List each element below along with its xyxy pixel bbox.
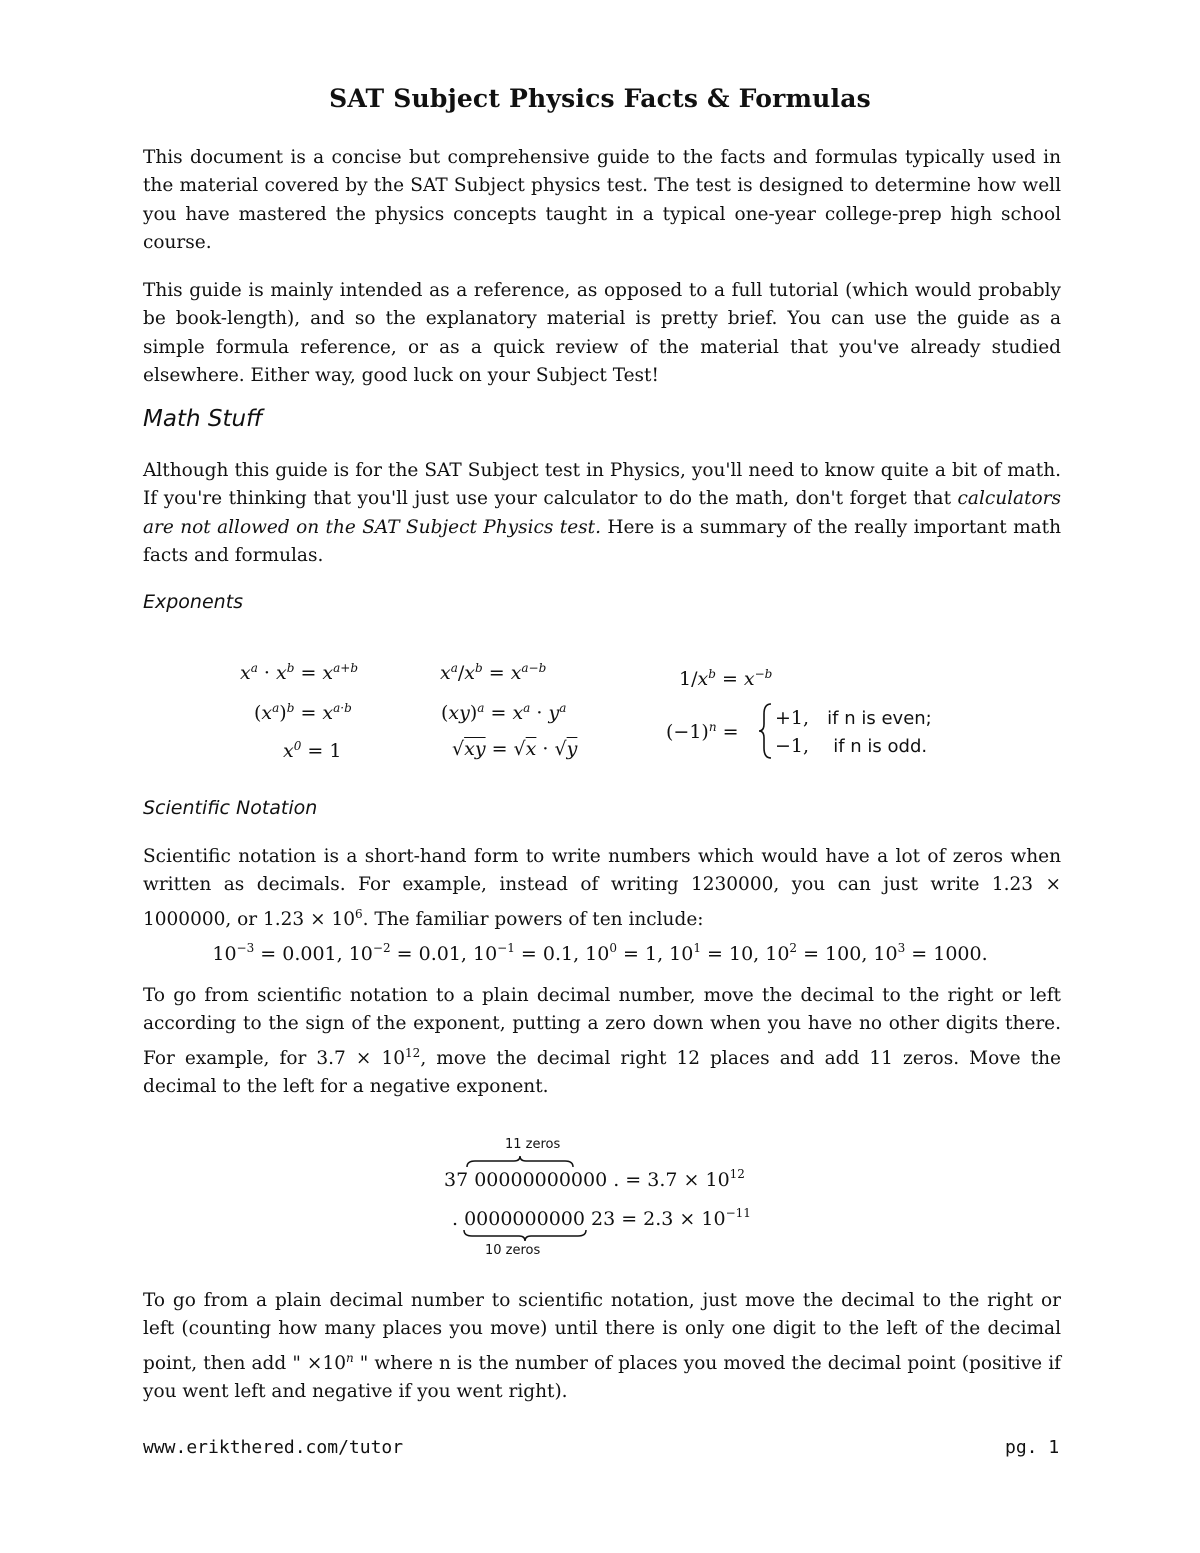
math-section-heading: Math Stuff [143,406,263,432]
scientific-notation-heading: Scientific Notation [143,797,318,819]
sci-para1-text-b: . The familiar powers of ten include: [362,908,704,930]
sci-para2-text-a: To go from scientific notation to a plain decimal number, move the decimal to the right or left according to the sign of the exponent, putting a zero down when you have no other digits there. For example, for 3.7 × 10 [143,985,1061,1069]
sci-para3-exponent: n [345,1350,354,1365]
intro-paragraph-1: This document is a concise but comprehensive guide to the facts and formulas typically used in the material covered by the SAT Subject physics test. The test is designed to determine how well you have mastered the physics concepts taught in a typical one-year college-prep high school course. [143,147,1061,253]
scientific-notation-paragraph-3 [143,1287,1061,1406]
exponent-product-rule: $x^a \cdot x^b = x^{a+b}$ [240,661,359,684]
math-intro-text-b: Here is a summary of the really important math facts and formulas. [143,516,1061,566]
case-even-text: if n is even; [827,708,932,729]
powers-of-ten: $10^{-3} = 0.001$, $10^{-2} = 0.01$, $10^{-1} = 0.1$, $10^0 = 1$, $10^1 = 10$, $10^2 = 100$, $10^3 = 1000$. [212,941,988,965]
sci-para2-exponent: 12 [405,1045,421,1060]
footer-page-number: pg. 1 [1005,1437,1060,1458]
sci-para2-text-b: , move the decimal right 12 places and add 11 zeros. Move the decimal to the left for a negative exponent. [143,1047,1061,1098]
case-even: +1, if n is even; [775,707,932,729]
exponents-heading: Exponents [143,591,244,613]
eleven-zeros-label: 11 zeros [505,1137,561,1152]
math-intro-text-a: Although this guide is for the SAT Subject test in Physics, you'll need to know quite a bit of math. If you're thinking that you'll just use your calculator to do the math, don't forget that [143,460,1061,510]
sci-para3-text-a: To go from a plain decimal number to scientific notation, just move the decimal to the right or left (counting how many places you move) until there is only one digit to the left of the decimal point, then add " ×10 [143,1290,1061,1374]
sci-para1-exponent: 6 [355,906,363,921]
sci-para3-text-b: " where n is the number of places you moved the decimal point (positive if you went left and negative if you went right). [143,1352,1061,1403]
footer-url[interactable]: www.erikthered.com/tutor [143,1437,404,1458]
case-odd-text: if n is odd. [833,736,928,757]
scientific-notation-paragraph-1 [143,843,1061,934]
exponent-power-rule: $(x^a)^b = x^{a\cdot b}$ [254,701,352,724]
ten-zeros-label: 10 zeros [485,1243,541,1258]
intro-paragraph-2: This guide is mainly intended as a reference, as opposed to a full tutorial (which would probably be book-length), and so the explanatory material is pretty brief. You can use the guide as a simple formula reference, or as a quick review of the material that you've already studied elsewhere. Either way, good luck on your Subject Test! [143,280,1061,386]
exponent-product-power-rule: $(xy)^a = x^a \cdot y^a$ [441,701,567,724]
exponent-zero-rule: $x^0 = 1$ [283,739,342,762]
case-odd: −1, if n is odd. [775,735,928,757]
calculator-warning: calculators are not allowed on the SAT Subject Physics test. [143,488,1061,538]
negative-one-power: $(-1)^n$ = [666,720,739,743]
example-large-number: 37 00000000000 . = $3.7 \times 10^{12}$ [444,1167,745,1191]
exponent-quotient-rule: $x^a/x^b = x^{a-b}$ [440,661,547,684]
sci-para1-text-a: Scientific notation is a short-hand form to write numbers which would have a lot of zeros when written as decimals. For example, instead of writing 1230000, you can just write 1.23 × 1000000, or 1.23 × 10 [143,846,1061,930]
scientific-notation-paragraph-2 [143,982,1061,1101]
exponent-negative-rule: $1/x^b = x^{-b}$ [679,667,773,690]
math-intro-paragraph [143,457,1061,570]
page-title: SAT Subject Physics Facts & Formulas [329,84,871,113]
cases-brace [758,702,774,760]
example-small-number: . 0000000000 $23 = 2.3 \times 10^{-11}$ [452,1206,751,1230]
underbrace [462,1228,588,1242]
sqrt-product-rule: √xy = √x · √y [452,738,578,760]
